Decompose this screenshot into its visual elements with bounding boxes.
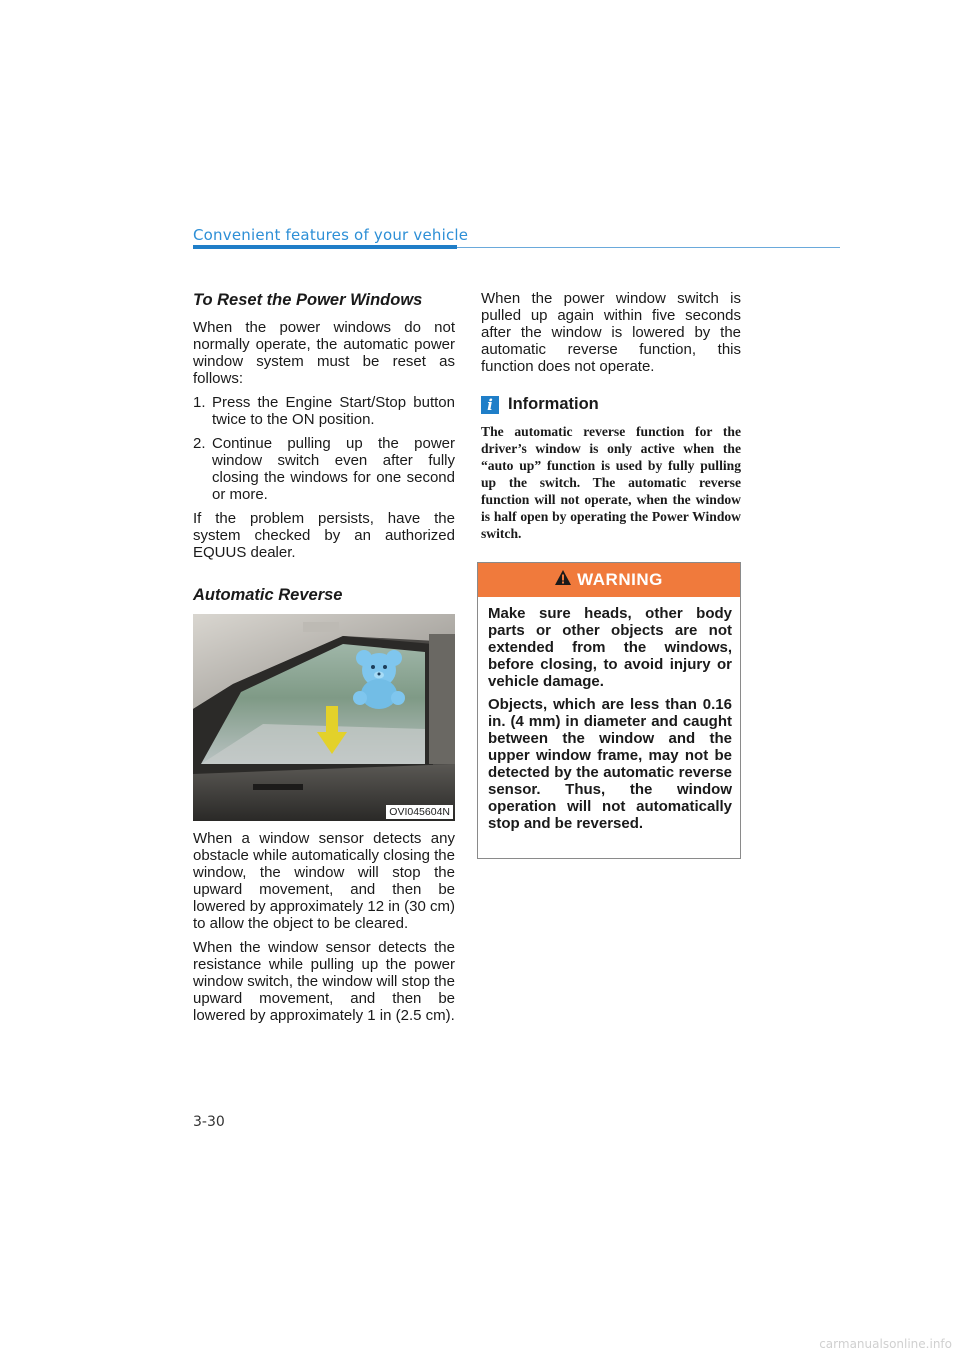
info-icon: i — [481, 396, 499, 414]
warning-title: WARNING — [577, 570, 663, 589]
warning-icon — [555, 570, 571, 590]
step-text: Press the Engine Start/Stop button twice to the ON position. — [212, 394, 455, 428]
left-column — [193, 290, 455, 1031]
auto-reverse-para-2: When the window sensor detects the resistance while pulling up the power window switch, the window will stop the upward movement, and then be lowered by approximately 1 in (2.5 cm). — [193, 939, 455, 1024]
information-text: The automatic reverse function for the driver’s window is only active when the “auto up” function is used by fully pulling up the switch. The automatic reverse function will not operate, when the window is half open by operating the Power Window switch. — [481, 424, 741, 541]
warning-para-2: Objects, which are less than 0.16 in. (4 mm) in diameter and caught between the window and the upper window frame, may not be detected by the automatic reverse sensor. Thus, the window operation will not automatically stop and be reversed. — [488, 696, 732, 832]
warning-body — [478, 597, 740, 832]
overhead-console — [303, 622, 339, 632]
auto-reverse-para-1: When a window sensor detects any obstacle while automatically closing the window, the window will stop the upward movement, and then be lowered by approximately 12 in (30 cm) to allow the object to be cleared. — [193, 830, 455, 932]
image-code: OVI045604N — [386, 805, 453, 819]
header-rule — [457, 247, 840, 248]
step-number: 2. — [193, 435, 206, 452]
watermark: carmanualsonline.info — [819, 1337, 952, 1351]
information-heading-row — [481, 395, 741, 414]
warning-para-1: Make sure heads, other body parts or other objects are not extended from the windows, before closing, to avoid injury or vehicle damage. — [488, 605, 732, 690]
page-number: 3-30 — [193, 1114, 225, 1130]
reset-heading: To Reset the Power Windows — [193, 291, 423, 309]
reset-steps — [193, 394, 455, 503]
information-heading: Information — [508, 395, 599, 413]
auto-reverse-heading: Automatic Reverse — [193, 586, 343, 604]
section-title: Convenient features of your vehicle — [193, 226, 469, 244]
warning-box — [477, 562, 741, 859]
right-column — [481, 290, 741, 542]
warning-header — [478, 563, 740, 597]
reset-intro: When the power windows do not normally operate, the automatic power window system must be reset as follows: — [193, 319, 455, 387]
step-number: 1. — [193, 394, 206, 411]
step-text: Continue pulling up the power window switch even after fully closing the windows for one second or more. — [212, 435, 455, 503]
reset-outro: If the problem persists, have the system checked by an authorized EQUUS dealer. — [193, 510, 455, 561]
window-illustration — [193, 614, 455, 821]
reset-step-1 — [193, 394, 455, 428]
header-rule-accent — [193, 245, 457, 249]
reset-step-2 — [193, 435, 455, 503]
window-photo — [193, 614, 455, 821]
auto-reverse-para-3: When the power window switch is pulled up again within five seconds after the window is lowered by the automatic reverse function, this function does not operate. — [481, 290, 741, 375]
